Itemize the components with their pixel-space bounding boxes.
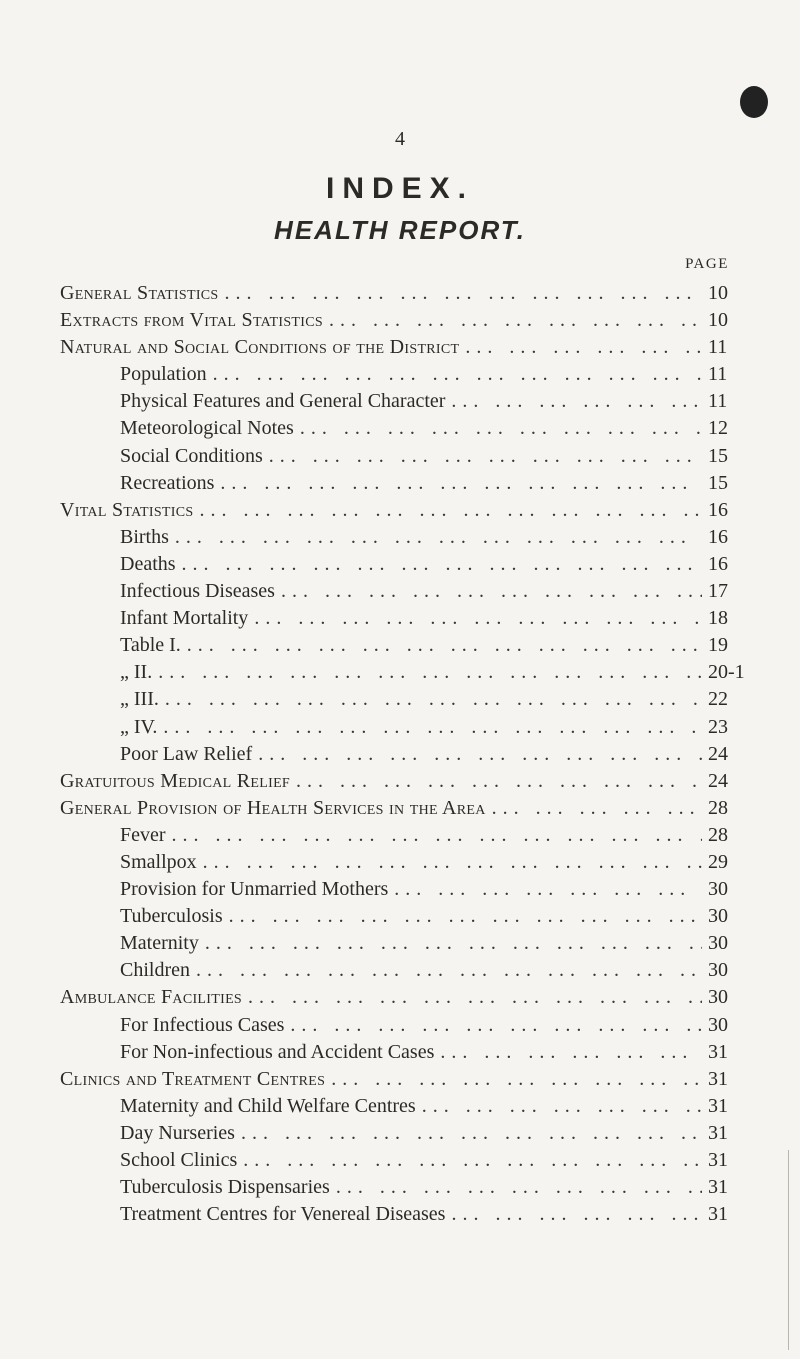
entry-page-number: 28 (708, 796, 728, 819)
dot-leader (187, 632, 702, 659)
index-entry (60, 361, 760, 388)
entry-label: Treatment Centres for Venereal Diseases (120, 1203, 446, 1226)
entry-page-number: 24 (708, 742, 728, 765)
entry-label: Infectious Diseases (120, 580, 275, 603)
dot-leader (248, 984, 702, 1011)
dot-leader (422, 1093, 702, 1120)
entry-page-number: 16 (708, 525, 728, 548)
index-entry (60, 1174, 760, 1201)
entry-label: Children (120, 959, 190, 982)
entry-label: Meteorological Notes (120, 417, 294, 440)
index-entry (60, 443, 760, 470)
entry-page-number: 28 (708, 823, 728, 846)
index-entry (60, 1120, 760, 1147)
entry-label: For Non-infectious and Accident Cases (120, 1040, 435, 1063)
entry-page-number: 19 (708, 634, 728, 657)
dot-leader (451, 1201, 702, 1228)
entry-label: Maternity and Child Welfare Centres (120, 1094, 416, 1117)
dot-leader (241, 1120, 702, 1147)
entry-label: Recreations (120, 471, 215, 494)
entry-page-number: 30 (708, 905, 728, 928)
dot-leader (165, 686, 702, 713)
index-entry (60, 1147, 760, 1174)
page-number: 4 (395, 128, 405, 150)
dot-leader (329, 307, 702, 334)
dot-leader (175, 524, 702, 551)
dot-leader (296, 768, 702, 795)
index-entry (60, 903, 760, 930)
dot-leader (229, 903, 702, 930)
entry-label: Smallpox (120, 850, 197, 873)
dot-leader (394, 876, 702, 903)
dot-leader (269, 443, 702, 470)
index-entry (60, 768, 760, 795)
index-entry (60, 280, 760, 307)
index-entry (60, 795, 760, 822)
dot-leader (203, 849, 702, 876)
dot-leader (465, 334, 702, 361)
dot-leader (451, 388, 702, 415)
entry-page-number: 30 (708, 878, 728, 901)
entry-page-number: 15 (708, 444, 728, 467)
dot-leader (182, 551, 702, 578)
dot-leader (158, 659, 702, 686)
entry-label: Provision for Unmarried Mothers (120, 878, 389, 901)
index-entry (60, 714, 760, 741)
index-entry (60, 1093, 760, 1120)
entry-label: „ IV. (120, 715, 158, 738)
entry-label: Natural and Social Conditions of the District (60, 336, 460, 359)
index-entry (60, 415, 760, 442)
index-entry (60, 470, 760, 497)
entry-page-number: 11 (708, 336, 728, 359)
index-entry (60, 551, 760, 578)
entry-page-number: 18 (708, 607, 728, 630)
entry-page-number: 16 (708, 552, 728, 575)
entry-label: Births (120, 525, 169, 548)
dot-leader (163, 714, 702, 741)
page-edge-mark (788, 1150, 797, 1350)
dot-leader (172, 822, 702, 849)
report-subtitle: HEALTH REPORT. (274, 215, 526, 245)
entry-page-number: 31 (708, 1121, 728, 1144)
dot-leader (258, 741, 702, 768)
entry-label: For Infectious Cases (120, 1013, 285, 1036)
index-list (60, 280, 760, 1228)
dot-leader (205, 930, 702, 957)
entry-label: School Clinics (120, 1149, 238, 1171)
entry-label: Population (120, 363, 207, 386)
entry-page-number: 15 (708, 471, 728, 494)
entry-page-number: 31 (708, 1149, 728, 1171)
dot-leader (213, 361, 702, 388)
index-entry (60, 497, 760, 524)
index-entry (60, 1066, 760, 1093)
dot-leader (440, 1039, 702, 1066)
entry-page-number: 29 (708, 850, 728, 873)
index-title: INDEX. (325, 172, 475, 205)
dot-leader (336, 1174, 702, 1201)
index-entry (60, 1012, 760, 1039)
entry-page-number: 11 (708, 390, 728, 413)
index-entry (60, 876, 760, 903)
dot-leader (290, 1012, 702, 1039)
entry-page-number: 10 (708, 282, 728, 304)
entry-page-number: 30 (708, 932, 728, 955)
dot-leader (243, 1147, 702, 1174)
entry-page-number: 22 (708, 688, 728, 711)
entry-label: Physical Features and General Character (120, 390, 446, 413)
entry-label: Extracts from Vital Statistics (60, 309, 323, 332)
dot-leader (281, 578, 702, 605)
entry-label: Tuberculosis Dispensaries (120, 1176, 330, 1199)
entry-page-number: 11 (708, 363, 728, 386)
index-entry (60, 984, 760, 1011)
index-entry (60, 1201, 760, 1228)
entry-page-number: 17 (708, 580, 728, 603)
entry-page-number: 31 (708, 1067, 728, 1090)
dot-leader (199, 497, 702, 524)
ink-blot (740, 86, 768, 118)
entry-page-number: 12 (708, 417, 728, 440)
entry-label: Deaths (120, 552, 176, 575)
index-entry (60, 849, 760, 876)
index-entry (60, 632, 760, 659)
index-entry (60, 957, 760, 984)
entry-page-number: 30 (708, 1013, 728, 1036)
dot-leader (300, 415, 702, 442)
entry-label: Ambulance Facilities (60, 986, 243, 1009)
index-entry (60, 334, 760, 361)
page-column-header: PAGE (685, 256, 729, 272)
index-entry (60, 686, 760, 713)
index-entry (60, 578, 760, 605)
dot-leader (220, 470, 702, 497)
index-entry (60, 524, 760, 551)
dot-leader (254, 605, 702, 632)
entry-label: Vital Statistics (60, 498, 194, 521)
index-entry (60, 741, 760, 768)
entry-label: General Provision of Health Services in the Area (60, 796, 486, 819)
dot-leader (331, 1066, 702, 1093)
index-entry (60, 605, 760, 632)
entry-label: Infant Mortality (120, 607, 249, 630)
entry-page-number: 31 (708, 1176, 728, 1199)
dot-leader (196, 957, 702, 984)
index-entry (60, 659, 760, 686)
entry-page-number: 10 (708, 309, 728, 332)
entry-label: Clinics and Treatment Centres (60, 1067, 326, 1090)
entry-label: Social Conditions (120, 444, 263, 467)
dot-leader (492, 795, 702, 822)
entry-label: General Statistics (60, 282, 219, 304)
entry-page-number: 31 (708, 1203, 728, 1226)
entry-label: Poor Law Relief (120, 742, 253, 765)
entry-label: Gratuitous Medical Relief (60, 769, 291, 792)
entry-page-number: 31 (708, 1094, 728, 1117)
entry-page-number: 30 (708, 986, 728, 1009)
entry-label: Fever (120, 823, 166, 846)
index-entry (60, 930, 760, 957)
entry-page-number: 30 (708, 959, 728, 982)
entry-page-number: 31 (708, 1040, 728, 1063)
entry-page-number: 24 (708, 769, 728, 792)
index-entry (60, 307, 760, 334)
entry-label: Tuberculosis (120, 905, 223, 928)
entry-label: Table I. (120, 634, 181, 657)
entry-label: Day Nurseries (120, 1121, 235, 1144)
index-entry (60, 388, 760, 415)
dot-leader (225, 280, 702, 307)
entry-page-number: 16 (708, 498, 728, 521)
index-entry (60, 822, 760, 849)
entry-label: Maternity (120, 932, 199, 955)
index-entry (60, 1039, 760, 1066)
entry-label: „ III. (120, 688, 159, 711)
entry-page-number: 23 (708, 715, 728, 738)
entry-label: „ II. (120, 661, 153, 684)
entry-page-number: 20-1 (708, 661, 745, 684)
